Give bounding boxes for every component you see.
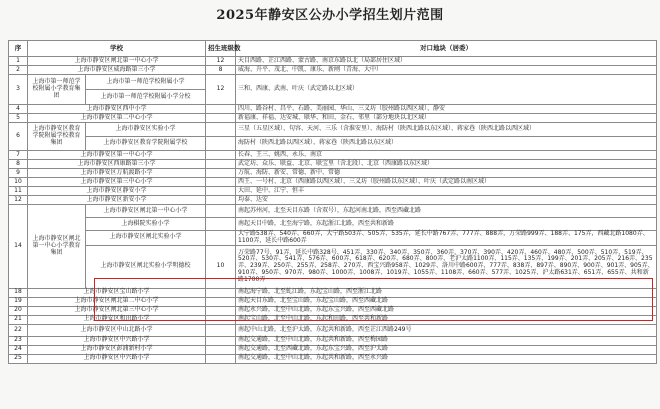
row-quota [206,306,236,315]
row-school: 上海市静安区和田路小学 [28,315,206,324]
table-row [9,137,657,151]
row-school: 上海市静安区实验小学 [86,123,206,137]
table-row [9,297,657,306]
row-school: 上海市静安区彭浦新村小学 [28,345,206,354]
row-quota [206,123,236,137]
row-quota: 10 [206,245,236,288]
table-row [9,57,657,66]
row-area: 新福康、祥福、达安城、联华、和田、金石、邻里（部分地块以北区域） [236,114,657,123]
row-school: 上海市第一师范学校附属小学 [86,75,206,90]
row-quota [206,114,236,123]
row-quota: 12 [206,57,236,66]
enrollment-table [8,40,657,364]
table-row [9,205,657,218]
row-school: 上海市静安区中兴路小学 [28,354,206,363]
table-row-highlighted [9,245,657,288]
row-quota [206,324,236,336]
row-area: 均泰、达安 [236,196,657,205]
row-quota [206,160,236,169]
row-area: 四川、路谷村、昌平、石路、美丽园、华山、三义坊（胶州路以西区域）、静安 [236,105,657,114]
row-quota [206,345,236,354]
row-school: 上海市静安区闸北实验小学明德校 [86,245,206,288]
table-row [9,169,657,178]
row-quota [206,315,236,324]
row-school: 上海市静安区第一中心小学 [28,151,206,160]
row-seq: 20 [9,306,28,315]
row-school: 上海市静安区静安小学 [28,187,206,196]
row-school: 上海市静安区教育学院附属学校 [86,137,206,151]
page-title: 2025年静安区公办小学招生划片范围 [216,8,444,23]
row-seq: 1 [9,57,28,66]
row-area: 南起永兴路，北至中山北路，东起东宝兴路，西至西藏北路 [236,306,657,315]
row-quota [206,288,236,297]
row-seq: 8 [9,160,28,169]
row-area: 威海、升平、茂北、中凯、康乐、新闸（青海、大中） [236,66,657,75]
row-quota [206,151,236,160]
row-area: 南起交通路，北至中山北路，东起共和新路，西至永兴路 [236,354,657,363]
table-row [9,187,657,196]
row-area: 南起苏州河，北至天目东路（含双号），东起河南北路，西至西藏北路 [236,205,657,218]
row-quota [206,137,236,151]
row-seq: 24 [9,345,28,354]
row-seq: 14 [9,205,28,289]
table-row [9,288,657,297]
table-row [9,306,657,315]
header-school: 学校 [28,41,206,57]
row-school: 上海棋院实验小学 [86,218,206,231]
row-area: 天目西路、芷江西路、蒙古路、南京东路以北（局部居住区域） [236,57,657,66]
table-row [9,66,657,75]
row-area: 万荣路77号、91弄，延长中路328号、451弄、330弄、340弄、350弄、360弄、370弄、390弄、420弄、460弄、480弄、500弄、510弄、519弄、520弄、530弄、541弄、576弄、600弄、618弄、620弄、680弄、800弄、老沪太路1100弄、115弄、135弄、199弄、201弄、205弄、216弄、235弄、239弄、250弄、255弄、258弄、270弄、西宝兴路958弄、1029弄、洛川中路600弄、777弄、838弄、897弄、890弄、900弄、901弄、905弄、910弄、950弄、970弄、980弄、1000弄、1008弄、1019弄、1055弄、1108弄、660弄、577弄、1025弄、沪太路631弄、651弄、655弄、共和新路1700弄 [236,245,657,288]
row-area: 南起宝山路，北至中山北路，东起和田路，西至共和新路 [236,315,657,324]
header-quota: 招生班级数 [206,41,236,57]
table-row [9,178,657,187]
row-quota [206,187,236,196]
row-quota [206,231,236,246]
row-group: 上海市第一师范学校附属小学教育集团 [28,75,86,105]
row-school: 上海市静安区新安小学 [28,196,206,205]
row-area: 西王、一号村、北京（西康路以西区域）、三义坊（胶州路以东区域）、叶庆（武定路以南区域） [236,178,657,187]
row-seq: 3 [9,75,28,105]
row-quota: 8 [206,66,236,75]
header-area: 对口地块（居委） [236,41,657,57]
row-school: 上海市静安区闸北第二中心小学 [28,297,206,306]
header-seq: 序 [9,41,28,57]
row-school: 上海市静安区宝山路小学 [28,288,206,297]
row-quota [206,178,236,187]
row-area: 万航、海防、新安、常德、新中、常德 [236,169,657,178]
row-quota [206,354,236,363]
row-seq: 12 [9,196,28,205]
row-quota [206,336,236,345]
table-row [9,218,657,231]
row-quota [206,297,236,306]
row-seq: 25 [9,354,28,363]
row-area: 南起海宁路，北至虬江路，东起宝山路，西至浙江北路 [236,288,657,297]
row-seq: 2 [9,66,28,75]
table-row [9,315,657,324]
table-row [9,75,657,90]
row-area: 大宁路538弄、540弄、660弄，大宁路503弄、505弄、535弄，延长中路767弄、777弄、888弄，万荣路999弄、188弄、175弄，西藏北路1080弄、1100弄，延长中路600弄 [236,231,657,246]
row-seq: 9 [9,169,28,178]
row-quota [206,196,236,205]
row-school: 上海市静安区中山北路小学 [28,324,206,336]
row-school: 上海市静安区闸北第一中心小学 [28,57,206,66]
row-seq: 19 [9,297,28,306]
row-school: 上海市静安区威海路第三小学 [28,66,206,75]
row-seq: 22 [9,324,28,336]
row-school: 上海市静安区闸北实验小学 [86,231,206,246]
row-area: 南起天目中路，北至海宁路，东起浙江北路，西至共和新路 [236,218,657,231]
row-area: 海防村（陕西北路以西区域）、蒋家巷（陕西北路以东区域） [236,137,657,151]
row-quota [206,105,236,114]
row-seq: 23 [9,336,28,345]
row-school: 上海市静安区第三中心小学 [28,178,206,187]
table-row [9,231,657,246]
row-area: 南起中山北路，北至沪太路，东起共和新路，西至芷江西路249号 [236,324,657,336]
row-area: 南起交通路，北至西藏北路，东起东宝兴路，西至沪太路 [236,345,657,354]
row-school: 上海市静安区中兴路小学 [28,336,206,345]
row-quota [206,169,236,178]
row-group: 上海市静安区闸北第一中心小学教育集团 [28,205,86,289]
row-school: 上海市静安区西中小学 [28,105,206,114]
row-seq: 6 [9,123,28,151]
row-seq: 5 [9,114,28,123]
row-area: 三星（五星区域）、句容、天河、三乐（含淮安里）、海防村（陕西北路以东区域）、蒋家巷（陕西北路以西区域） [236,123,657,137]
table-row [9,151,657,160]
row-area: 武定坊、众乐、联益、北京、联宝里（含北段）、北京（西康路以东区域） [236,160,657,169]
table-row [9,336,657,345]
row-area: 大田、延中、江宁、恒丰 [236,187,657,196]
row-seq: 21 [9,315,28,324]
table-row [9,324,657,336]
table-row [9,345,657,354]
row-school: 上海市第一师范学校附属小学分校 [86,90,206,105]
row-seq: 18 [9,288,28,297]
row-quota [206,218,236,231]
table-header-row [9,41,657,57]
table-row [9,105,657,114]
row-school: 上海市静安区第二中心小学 [28,114,206,123]
row-area: 三和、西康、武南、叶庆（武定路以北区域） [236,75,657,105]
row-school: 上海市静安区西康路第三小学 [28,160,206,169]
row-area: 长春、王三、姚西、永乐、南京 [236,151,657,160]
row-seq: 11 [9,187,28,196]
table-row [9,160,657,169]
table-row [9,196,657,205]
row-school: 上海市静安区闸北第一中心小学 [86,205,206,218]
table-row [9,123,657,137]
row-school: 上海市静安区万航渡路小学 [28,169,206,178]
table-row [9,114,657,123]
row-quota: 12 [206,75,236,105]
row-area: 南起交通路，北至中山北路，东起共和新路，西至梅园路 [236,336,657,345]
table-row [9,354,657,363]
row-group: 上海市静安区教育学院附属学校教育集团 [28,123,86,151]
row-seq: 4 [9,105,28,114]
row-school: 上海市静安区闸北第三中心小学 [28,306,206,315]
row-area: 南起天目东路，北至宝山路，东起宝山路，西至西藏北路 [236,297,657,306]
row-seq: 7 [9,151,28,160]
row-seq: 10 [9,178,28,187]
row-quota [206,205,236,218]
